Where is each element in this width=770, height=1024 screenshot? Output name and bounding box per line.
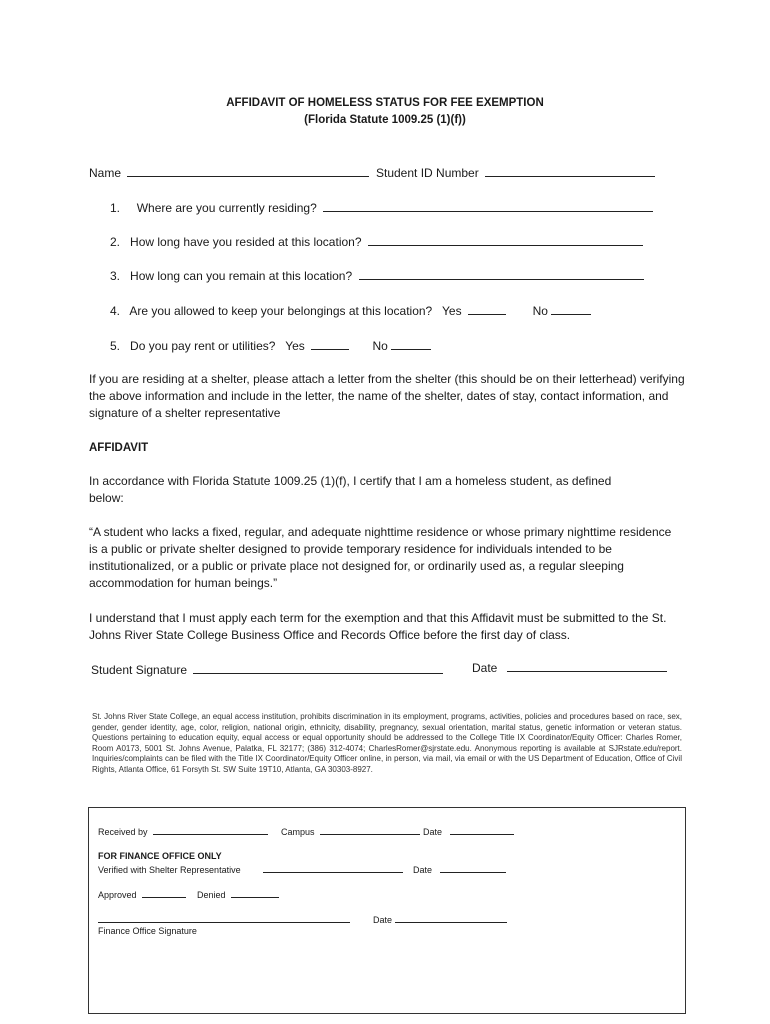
campus-field[interactable] xyxy=(320,825,420,835)
question-text: Do you pay rent or utilities? xyxy=(130,339,276,353)
name-label: Name xyxy=(89,166,122,180)
campus-label: Campus xyxy=(281,827,315,837)
finance-date-label: Date xyxy=(373,915,393,925)
form-subtitle: (Florida Statute 1009.25 (1)(f)) xyxy=(304,114,466,126)
yes-label: Yes xyxy=(442,304,462,318)
affidavit-heading: AFFIDAVIT xyxy=(89,442,149,454)
signature-date-row xyxy=(472,660,667,675)
equal-access-notice: St. Johns River State College, an equal access institution, prohibits discrimination in its employment, programs, activities, policies and procedures based on race, sex, gender, gender identity, age, color, religion, national origin, ethnicity, disability, pregnancy, sexual orientation, marital status, genetic information or veteran status. Questions pertaining to education equity, equal access or equal opportunity should be addressed to the College Title IX Coordinator/Equity Officer: Charles Romer, Room A0173, 5001 St. Johns Avenue, Palatka, FL 32177; (386) 312-4074; CharlesRomer@sjrstate.edu. Anonymous reporting is available at SJRstate.edu/report. Inquiries/complaints can be filed with the Title IX Coordinator/Equity Officer online, in person, via mail, via email or with the US Department of Education, Office of Civil Rights, Atlanta Office, 61 Forsyth St. SW Suite 19T10, Atlanta, GA 30303-8927. xyxy=(92,712,682,774)
question-number: 2. xyxy=(110,235,121,249)
rent-no-field[interactable] xyxy=(391,338,431,350)
finance-date-field[interactable] xyxy=(395,913,507,923)
question-2 xyxy=(110,234,643,249)
remain-duration-field[interactable] xyxy=(359,268,644,280)
question-5 xyxy=(110,338,431,353)
name-row xyxy=(89,165,369,180)
understand-text: I understand that I must apply each term for the exemption and that this Affidavit must be submitted to the St. Johns River State College Business Office and Records Office before the first day of class. xyxy=(89,611,667,642)
resided-duration-field[interactable] xyxy=(368,234,643,246)
approved-label: Approved xyxy=(98,890,137,900)
question-number: 4. xyxy=(110,304,121,318)
signature-date-field[interactable] xyxy=(507,660,667,672)
denied-label: Denied xyxy=(197,890,226,900)
received-date-label: Date xyxy=(423,827,443,837)
student-signature-row xyxy=(91,662,443,677)
verified-row xyxy=(98,863,403,875)
finance-heading: FOR FINANCE OFFICE ONLY xyxy=(98,851,222,861)
verified-date-field[interactable] xyxy=(440,863,506,873)
denied-field[interactable] xyxy=(231,888,279,898)
residing-field[interactable] xyxy=(323,200,653,212)
question-text: Where are you currently residing? xyxy=(136,201,317,215)
shelter-note: If you are residing at a shelter, please attach a letter from the shelter (this should be on their letterhead) verifying the above information and include in the letter, the name of the shelter, dates of stay, contact information, and signature of a shelter representative xyxy=(89,372,685,420)
belongings-no-field[interactable] xyxy=(551,303,591,315)
received-date-row xyxy=(423,825,514,837)
student-id-field[interactable] xyxy=(485,165,655,177)
finance-signature-field[interactable] xyxy=(98,913,350,923)
no-label: No xyxy=(532,304,548,318)
received-by-field[interactable] xyxy=(153,825,268,835)
definition-quote: “A student who lacks a fixed, regular, and adequate nighttime residence or whose primary nighttime residence is a public or private shelter designed to provide temporary residence for individuals intended to be institutionalized, or a public or private place not designed for, or ordinarily used as, a regular sleeping accommodation for human beings.” xyxy=(89,525,672,590)
yes-label: Yes xyxy=(285,339,305,353)
received-date-field[interactable] xyxy=(450,825,514,835)
verified-field[interactable] xyxy=(263,863,403,873)
question-4 xyxy=(110,303,591,318)
date-label: Date xyxy=(472,661,498,675)
student-id-row xyxy=(376,165,655,180)
approved-row xyxy=(98,888,186,900)
question-3 xyxy=(110,268,644,283)
question-number: 1. xyxy=(110,201,121,215)
rent-yes-field[interactable] xyxy=(311,338,349,350)
student-signature-field[interactable] xyxy=(193,662,443,674)
student-id-label: Student ID Number xyxy=(376,166,479,180)
name-field[interactable] xyxy=(127,165,369,177)
question-text: How long can you remain at this location? xyxy=(130,269,353,283)
form-title: AFFIDAVIT OF HOMELESS STATUS FOR FEE EXEMPTION xyxy=(226,97,544,109)
received-by-label: Received by xyxy=(98,827,148,837)
verified-date-row xyxy=(413,863,506,875)
finance-signature-line-row xyxy=(98,913,350,925)
belongings-yes-field[interactable] xyxy=(468,303,506,315)
denied-row xyxy=(197,888,279,900)
finance-signature-label: Finance Office Signature xyxy=(98,926,197,936)
approved-field[interactable] xyxy=(142,888,186,898)
verified-date-label: Date xyxy=(413,865,433,875)
question-text: Are you allowed to keep your belongings at this location? xyxy=(129,304,433,318)
student-signature-label: Student Signature xyxy=(91,663,188,677)
finance-date-row xyxy=(373,913,507,925)
certify-text: In accordance with Florida Statute 1009.25 (1)(f), I certify that I am a homeless student, as defined below: xyxy=(89,474,612,505)
question-text: How long have you resided at this location? xyxy=(130,235,362,249)
question-number: 5. xyxy=(110,339,121,353)
no-label: No xyxy=(372,339,388,353)
question-1 xyxy=(110,200,653,215)
campus-row xyxy=(281,825,420,837)
question-number: 3. xyxy=(110,269,121,283)
office-use-box xyxy=(88,807,686,1014)
verified-label: Verified with Shelter Representative xyxy=(98,865,241,875)
received-by-row xyxy=(98,825,268,837)
